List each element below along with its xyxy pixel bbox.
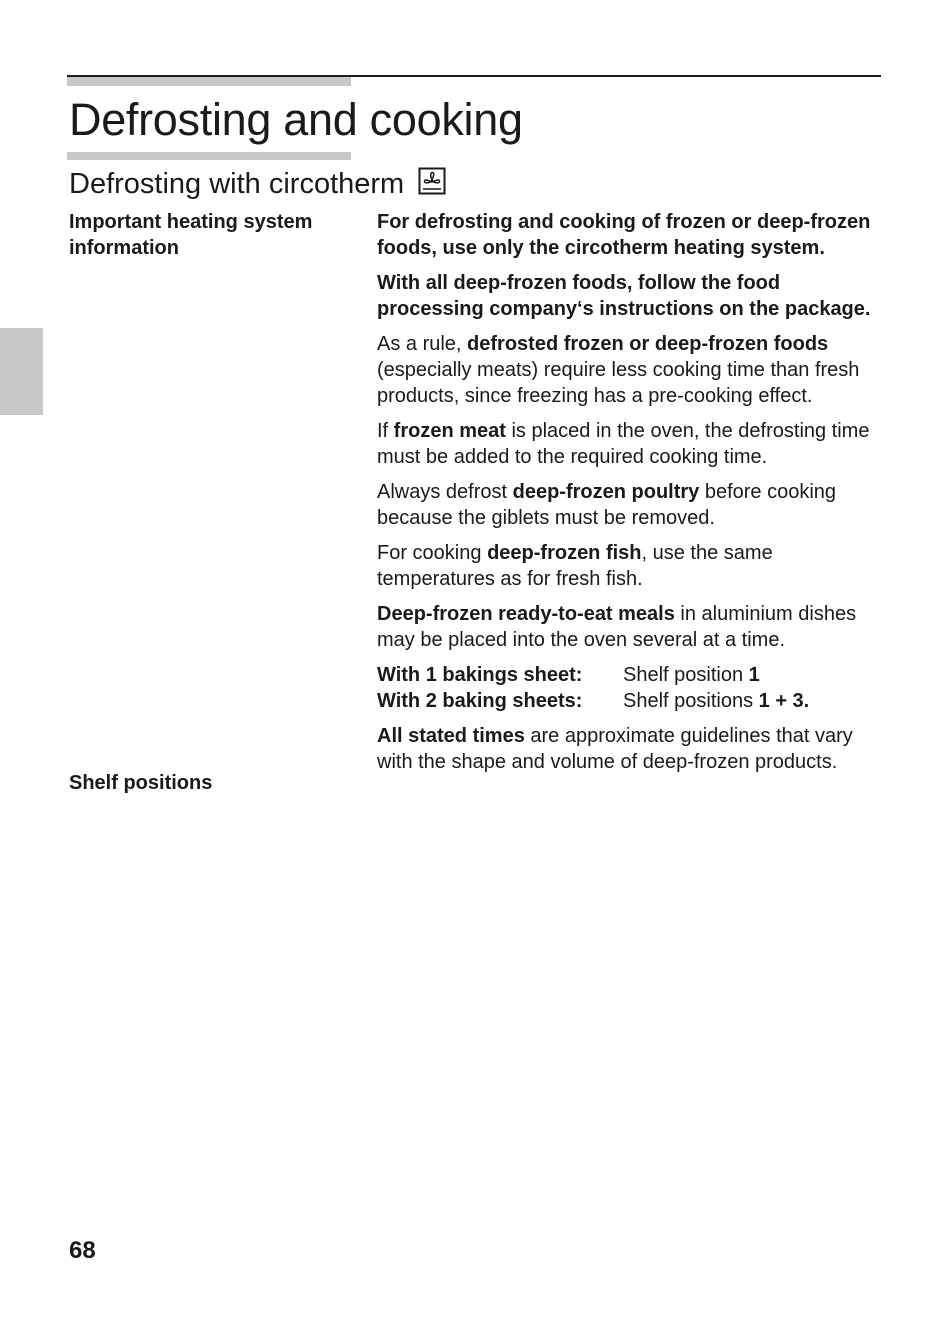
- para-circotherm-only: For defrosting and cooking of frozen or deep-frozen foods, use only the circotherm heating system.: [377, 211, 871, 259]
- text-run: before cooking because the giblets must be removed.: [377, 481, 837, 529]
- text-run-bold: deep-frozen fish: [487, 542, 642, 564]
- para-fish: [377, 540, 877, 592]
- chapter-side-tab: [0, 328, 43, 415]
- text-run: (especially meats) require less cooking time than fresh products, since freezing has a pre-cooking effect.: [377, 359, 860, 407]
- heating-content: [377, 209, 877, 784]
- text-run: in aluminium dishes may be placed into the oven several at a time.: [377, 603, 857, 651]
- shelf-row-key: With 2 baking sheets:: [377, 690, 583, 712]
- shelf-row: [377, 662, 877, 688]
- text-run: Always defrost: [377, 481, 513, 503]
- text-run: As a rule,: [377, 333, 468, 355]
- shelf-row-key: With 1 bakings sheet:: [377, 664, 583, 686]
- text-run-bold: Deep-frozen ready-to-eat meals: [377, 603, 675, 625]
- text-run-bold: 1 + 3.: [758, 690, 810, 712]
- subtitle-accent-bar: [67, 152, 351, 160]
- section-title: [69, 164, 446, 204]
- header-accent-bar: [67, 77, 351, 86]
- text-run: If: [377, 420, 394, 442]
- text-run: For cooking: [377, 542, 488, 564]
- text-run-bold: defrosted frozen or deep-frozen foods: [467, 333, 829, 355]
- shelf-row: [377, 688, 877, 714]
- para-stated-times: [377, 723, 877, 775]
- text-run: Shelf position: [623, 664, 749, 686]
- shelf-row-value: [623, 688, 809, 714]
- para-poultry: [377, 479, 877, 531]
- section-title-text: Defrosting with circotherm: [69, 168, 405, 200]
- text-run-bold: deep-frozen poultry: [512, 481, 700, 503]
- text-run-bold: frozen meat: [393, 420, 506, 442]
- label-shelf-positions: Shelf positions: [69, 772, 213, 794]
- text-run: is placed in the oven, the defrosting time must be added to the required cooking time.: [377, 420, 870, 468]
- page-title: Defrosting and cooking: [69, 94, 523, 145]
- text-run: Shelf positions: [623, 690, 759, 712]
- text-run-bold: 1: [748, 664, 760, 686]
- label-heating-system: Important heating system information: [69, 211, 313, 259]
- text-run: are approximate guidelines that vary with the shape and volume of deep-frozen products.: [377, 725, 853, 773]
- shelf-row-value: [623, 662, 760, 688]
- para-ready-meals: [377, 601, 877, 653]
- para-cooking-time: [377, 331, 877, 409]
- para-follow-instructions: With all deep-frozen foods, follow the food processing company‘s instructions on the package.: [377, 272, 871, 320]
- page-number: 68: [69, 1237, 96, 1264]
- text-run-bold: All stated times: [377, 725, 525, 747]
- para-frozen-meat: [377, 418, 877, 470]
- circotherm-fan-icon: [418, 166, 446, 194]
- shelf-positions-table: [377, 662, 877, 714]
- text-run: , use the same temperatures as for fresh fish.: [377, 542, 773, 590]
